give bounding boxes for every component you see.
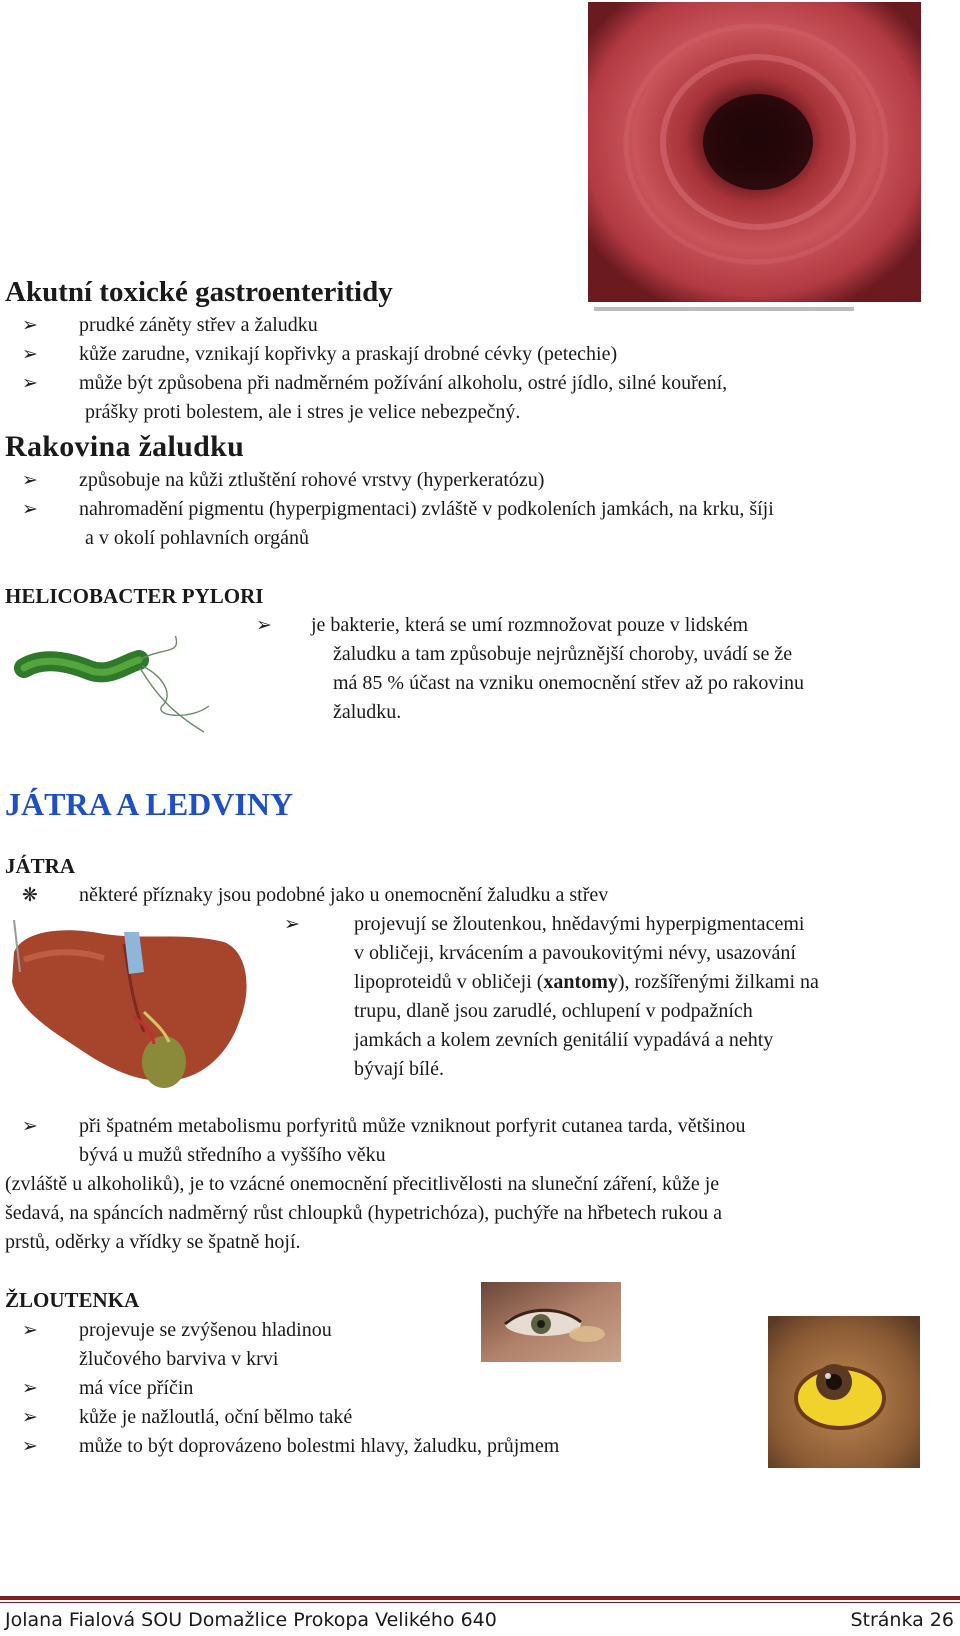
jatra-detail-line-5: jamkách a kolem zevních genitálií vypadává a nehty — [354, 1029, 774, 1051]
bullet-arrow-icon: ➢ — [22, 498, 38, 520]
helicobacter-line-2: žaludku a tam způsobuje nejrůznější choroby, uvádí se že — [333, 643, 793, 665]
footer-rule — [0, 1596, 960, 1600]
footer-page-number: Stránka 26 — [850, 1609, 954, 1631]
helicobacter-line-3: má 85 % účast na vzniku onemocnění střev až po rakovinu — [333, 672, 804, 694]
footer-left: Jolana Fialová SOU Domažlice Prokopa Velikého 640 — [5, 1609, 497, 1631]
zloutenka-item-3: kůže je nažloutlá, oční bělmo také — [79, 1406, 353, 1428]
footer-rule-thin — [0, 1602, 960, 1603]
rakovina-item-1: způsobuje na kůži ztluštění rohové vrstvy (hyperkeratózu) — [79, 469, 545, 491]
zloutenka-item-2: má více příčin — [79, 1377, 194, 1399]
jatra-detail-line-1: projevují se žloutenkou, hnědavými hyperpigmentacemi — [354, 913, 805, 935]
jaundice-eye-photo — [768, 1316, 920, 1468]
jatra-detail-line-2: v obličeji, krvácením a pavoukovitými névy, usazování — [354, 942, 796, 964]
xantomy-term: xantomy — [543, 971, 618, 993]
rakovina-heading: Rakovina žaludku — [5, 430, 245, 463]
gastro-item-1: prudké záněty střev a žaludku — [79, 314, 318, 336]
jatra-heading: JÁTRA — [5, 854, 76, 878]
porfyrie-line-2: bývá u mužů středního a vyššího věku — [79, 1144, 386, 1166]
jatra-ledviny-heading: JÁTRA A LEDVINY — [5, 786, 294, 822]
bullet-arrow-icon: ➢ — [22, 1435, 38, 1457]
gastro-heading: Akutní toxické gastroenteritidy — [5, 276, 393, 308]
gastro-item-3-cont: prášky proti bolestem, ale i stres je velice nebezpečný. — [85, 401, 521, 423]
bullet-arrow-icon: ➢ — [22, 469, 38, 491]
rakovina-item-2-cont: a v okolí pohlavních orgánů — [85, 527, 310, 549]
bullet-arrow-icon: ➢ — [22, 1115, 38, 1137]
bullet-arrow-icon: ➢ — [22, 343, 38, 365]
liver-illustration — [4, 912, 252, 1094]
helicobacter-heading: HELICOBACTER PYLORI — [5, 584, 264, 608]
jatra-detail-line-4: trupu, dlaně jsou zarudlé, ochlupení v podpažních — [354, 1000, 753, 1022]
jatra-detail-line-3-post: ), rozšířenými žilkami na — [617, 971, 819, 993]
flower-bullet-icon: ❋ — [22, 884, 38, 906]
bullet-arrow-icon: ➢ — [284, 913, 300, 935]
eye-xanthoma-photo — [481, 1282, 621, 1362]
zloutenka-item-1: projevuje se zvýšenou hladinou — [79, 1319, 332, 1341]
jatra-detail-line-3-pre: lipoproteidů v obličeji ( — [354, 971, 544, 993]
bullet-arrow-icon: ➢ — [256, 614, 272, 636]
zloutenka-item-4: může to být doprovázeno bolestmi hlavy, žaludku, průjmem — [79, 1435, 560, 1457]
gastro-item-3: může být způsobena při nadměrném požívání alkoholu, ostré jídlo, silné kouření, — [79, 372, 728, 394]
bullet-arrow-icon: ➢ — [22, 1406, 38, 1428]
zloutenka-item-1-cont: žlučového barviva v krvi — [79, 1348, 279, 1370]
porfyrie-line-1: při špatném metabolismu porfyritů může vzniknout porfyrit cutanea tarda, většinou — [79, 1115, 746, 1137]
bullet-arrow-icon: ➢ — [22, 1377, 38, 1399]
helicobacter-line-1: je bakterie, která se umí rozmnožovat pouze v lidském — [311, 614, 749, 636]
jatra-intro: některé příznaky jsou podobné jako u onemocnění žaludku a střev — [79, 884, 609, 906]
bullet-arrow-icon: ➢ — [22, 314, 38, 336]
porfyrie-para-1: (zvláště u alkoholiků), je to vzácné onemocnění přecitlivělosti na sluneční záření, kůže je — [5, 1173, 720, 1195]
helicobacter-line-4: žaludku. — [333, 701, 402, 723]
endoscopy-photo — [588, 2, 921, 322]
porfyrie-para-3: prstů, oděrky a vřídky se špatně hojí. — [5, 1231, 301, 1253]
gastro-item-2: kůže zarudne, vznikají kopřivky a praskají drobné cévky (petechie) — [79, 343, 618, 365]
rakovina-item-2: nahromadění pigmentu (hyperpigmentaci) zvláště v podkoleních jamkách, na krku, šíji — [79, 498, 774, 520]
jatra-detail-line-3 — [354, 968, 819, 997]
zloutenka-heading: ŽLOUTENKA — [5, 1288, 140, 1312]
bullet-arrow-icon: ➢ — [22, 1319, 38, 1341]
jatra-detail-line-6: bývají bílé. — [354, 1058, 444, 1080]
helicobacter-illustration — [14, 636, 214, 736]
bullet-arrow-icon: ➢ — [22, 372, 38, 394]
porfyrie-para-2: šedavá, na spáncích nadměrný růst chloupků (hypetrichóza), puchýře na hřbetech rukou a — [5, 1202, 722, 1224]
